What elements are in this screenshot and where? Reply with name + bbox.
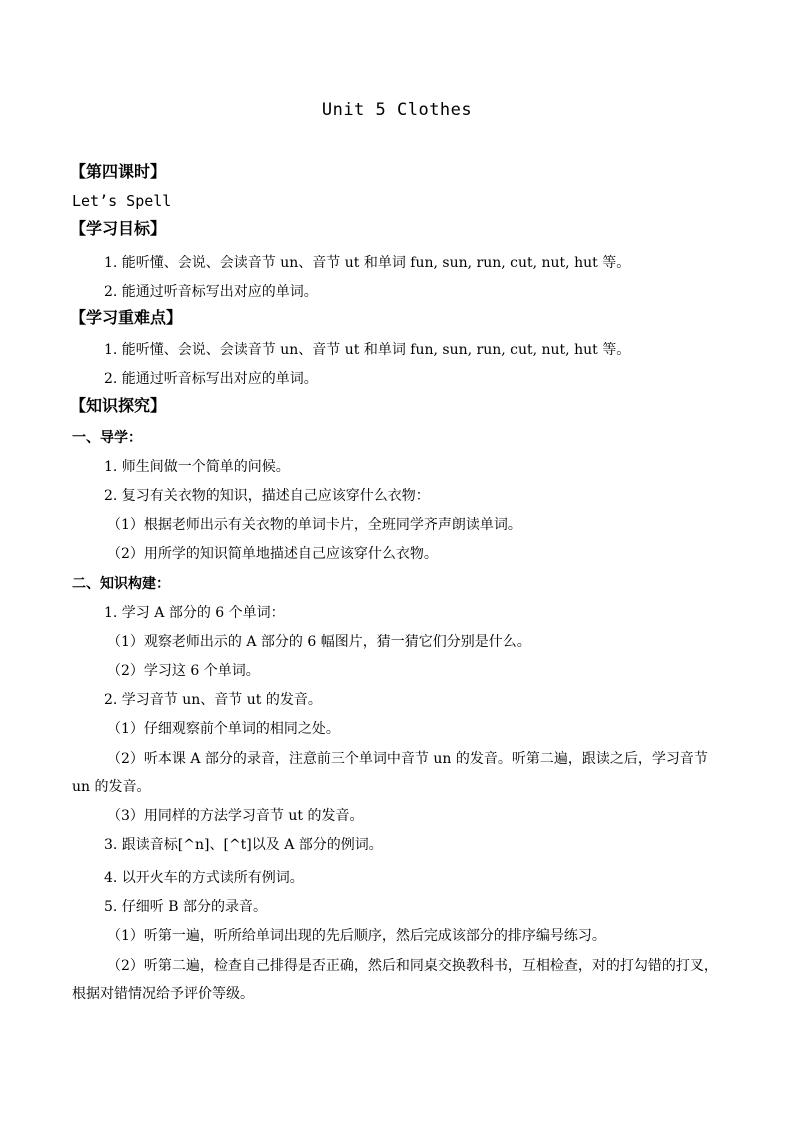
- part2-line-5: （1）仔细观察前个单词的相同之处。: [107, 721, 340, 737]
- key-points-item-2: 2. 能通过听音标写出对应的单词。: [104, 371, 318, 387]
- part2-line-7: 3. 跟读音标[^n]、[^t]以及 A 部分的例词。: [104, 837, 383, 853]
- goals-item-2: 2. 能通过听音标写出对应的单词。: [104, 284, 318, 300]
- part2-line-9: 5. 仔细听 B 部分的录音。: [104, 899, 267, 915]
- part2-line-6: （3）用同样的方法学习音节 ut 的发音。: [107, 808, 364, 824]
- part2-paragraph-2: （2）听第二遍，检查自己排得是否正确，然后和同桌交换教科书，互相检查，对的打勾错的打叉，根据对错情况给予评价等级。: [72, 958, 718, 1002]
- section-name: Let’s Spell: [72, 192, 172, 210]
- part2-line-10: （1）听第一遍，听所给单词出现的先后顺序，然后完成该部分的排序编号练习。: [107, 928, 606, 944]
- goals-heading: 【学习目标】: [70, 219, 167, 238]
- key-points-heading: 【学习重难点】: [70, 308, 183, 327]
- part2-line-3: （2）学习这 6 个单词。: [107, 663, 260, 679]
- part1-line-2: 2. 复习有关衣物的知识，描述自己应该穿什么衣物：: [104, 488, 430, 504]
- part1-heading: 一、导学：: [72, 430, 142, 446]
- part2-paragraph-1: （2）听本课 A 部分的录音，注意前三个单词中音节 un 的发音。听第二遍，跟读之后，学习音节 un 的发音。: [72, 751, 708, 795]
- goals-item-1: 1. 能听懂、会说、会读音节 un、音节 ut 和单词 fun, sun, run, cut, nut, hut 等。: [104, 255, 631, 271]
- part2-line-1: 1. 学习 A 部分的 6 个单词：: [104, 605, 285, 621]
- part1-line-1: 1. 师生间做一个简单的问候。: [104, 459, 290, 475]
- part2-line-4: 2. 学习音节 un、音节 ut 的发音。: [104, 692, 322, 708]
- page-title: Unit 5 Clothes: [321, 100, 473, 120]
- explore-heading: 【知识探究】: [70, 396, 167, 415]
- part2-line-8: 4. 以开火车的方式读所有例词。: [104, 870, 304, 886]
- lesson-heading: 【第四课时】: [70, 162, 167, 181]
- part1-line-3: （1）根据老师出示有关衣物的单词卡片，全班同学齐声朗读单词。: [107, 517, 522, 533]
- key-points-item-1: 1. 能听懂、会说、会读音节 un、音节 ut 和单词 fun, sun, run, cut, nut, hut 等。: [104, 342, 631, 358]
- part1-line-4: （2）用所学的知识简单地描述自己应该穿什么衣物。: [107, 546, 438, 562]
- part2-line-2: （1）观察老师出示的 A 部分的 6 幅图片，猜一猜它们分别是什么。: [107, 634, 531, 650]
- part2-heading: 二、知识构建：: [72, 576, 170, 592]
